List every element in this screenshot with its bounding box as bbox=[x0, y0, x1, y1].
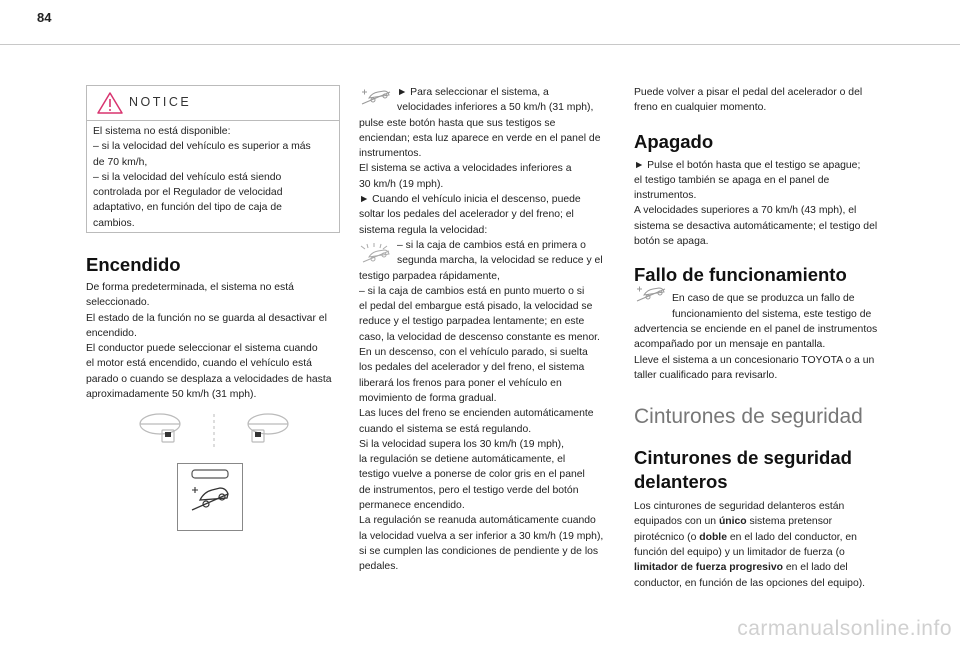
header-rule bbox=[0, 44, 960, 45]
col2-line: – si la caja de cambios está en punto muerto o si bbox=[359, 285, 585, 297]
col2-line: ► Cuando el vehículo inicia el descenso, puede bbox=[359, 194, 581, 206]
col2-line: reduce y el testigo parpadea lentamente; en este bbox=[359, 316, 585, 328]
col2-line: Si la velocidad supera los 30 km/h (19 mph), bbox=[359, 438, 565, 450]
col2-line: segunda marcha, la velocidad se reduce y el bbox=[397, 255, 603, 267]
notice-line: El sistema no está disponible: bbox=[93, 126, 231, 137]
encendido-line: De forma predeterminada, el sistema no está bbox=[86, 282, 294, 293]
cinturones-line bbox=[634, 514, 894, 529]
cinturones-line bbox=[634, 530, 894, 545]
col2-line: Las luces del freno se encienden automáticamente bbox=[359, 408, 594, 420]
notice-line: adaptativo, en función del tipo de caja de bbox=[93, 202, 282, 214]
hill-descent-fault-indicator-icon bbox=[634, 283, 668, 305]
col2-line: la velocidad vuelva a ser inferior a 30 km/h (19 mph), bbox=[359, 530, 604, 542]
encendido-line: seleccionado. bbox=[86, 297, 150, 309]
col2-line: velocidades inferiores a 50 km/h (31 mph), bbox=[397, 102, 594, 114]
bold-text: doble bbox=[699, 531, 727, 543]
encendido-heading: Encendido bbox=[86, 254, 181, 275]
col2-line: si se cumplen las condiciones de pendiente y de los bbox=[359, 545, 599, 557]
notice-title: NOTICE bbox=[129, 95, 192, 109]
col2-line: 30 km/h (19 mph). bbox=[359, 178, 444, 190]
col2-line: El sistema se activa a velocidades inferiores a bbox=[359, 163, 572, 175]
col2-line: pedales. bbox=[359, 561, 399, 573]
col2-line: de instrumentos, pero el testigo verde del botón bbox=[359, 484, 579, 496]
fallo-line: Lleve el sistema a un concesionario TOYOTA o a un bbox=[634, 354, 875, 366]
apagado-line: sistema se desactiva automáticamente; el testigo del bbox=[634, 220, 878, 232]
col3-intro-line: Puede volver a pisar el pedal del acelerador o del bbox=[634, 87, 863, 98]
fallo-line: advertencia se enciende en el panel de instrumentos bbox=[634, 323, 878, 335]
text-span: sistema pretensor bbox=[746, 516, 833, 528]
col2-line: testigo parpadea rápidamente, bbox=[359, 270, 500, 282]
col2-line: el pedal del embargue está pisado, la velocidad se bbox=[359, 301, 593, 313]
encendido-line: encendido. bbox=[86, 327, 137, 339]
fallo-heading: Fallo de funcionamiento bbox=[634, 264, 847, 286]
apagado-line: el testigo también se apaga en el panel de bbox=[634, 174, 830, 186]
fallo-line: taller cualificado para revisarlo. bbox=[634, 369, 778, 381]
cinturones-delanteros-heading-1: Cinturones de seguridad bbox=[634, 447, 852, 469]
col2-line: sistema regula la velocidad: bbox=[359, 224, 488, 236]
encendido-section bbox=[86, 254, 348, 402]
col2-line: caso, la velocidad de descenso constante es menor. bbox=[359, 331, 600, 343]
fallo-line: acompañado por un mensaje en pantalla. bbox=[634, 339, 826, 351]
col2-line: pulse este botón hasta que sus testigos se bbox=[359, 117, 556, 129]
text-span: equipados con un bbox=[634, 516, 719, 528]
page-number: 84 bbox=[37, 10, 52, 25]
col2-line: ► Para seleccionar el sistema, a bbox=[397, 87, 549, 98]
col2-line: testigo vuelve a ponerse de color gris en el panel bbox=[359, 469, 585, 481]
apagado-line: A velocidades superiores a 70 km/h (43 mph), el bbox=[634, 205, 857, 217]
col2-line: instrumentos. bbox=[359, 148, 422, 160]
apagado-line: instrumentos. bbox=[634, 190, 697, 202]
warning-icon bbox=[97, 92, 123, 114]
fallo-line: funcionamiento del sistema, este testigo de bbox=[672, 308, 872, 320]
cinturones-line: conductor, en función de las opciones del equipo). bbox=[634, 577, 866, 589]
hill-descent-flashing-indicator-icon bbox=[359, 243, 393, 267]
notice-box bbox=[86, 85, 340, 233]
col2-line: – si la caja de cambios está en primera o bbox=[397, 239, 586, 251]
notice-body bbox=[93, 124, 335, 231]
hill-descent-icon bbox=[178, 464, 242, 530]
col2-line: liberará los frenos para poner el vehículo en bbox=[359, 377, 562, 389]
cinturones-line: función del equipo) y un limitador de fuerza (o bbox=[634, 547, 845, 559]
notice-line: – si la velocidad del vehículo está siendo bbox=[93, 171, 282, 183]
encendido-line: El estado de la función no se guarda al desactivar el bbox=[86, 312, 327, 324]
notice-line: – si la velocidad del vehículo es superior a más bbox=[93, 141, 311, 153]
col2-line: enciendan; esta luz aparece en verde en el panel de bbox=[359, 132, 601, 144]
cinturones-delanteros-heading-2: delanteros bbox=[634, 471, 728, 493]
text-span: en el lado del conductor, en bbox=[726, 531, 857, 543]
encendido-line: parado o cuando se desplaza a velocidades de hasta bbox=[86, 373, 332, 385]
notice-line: cambios. bbox=[93, 217, 135, 229]
fallo-line: En caso de que se produzca un fallo de bbox=[672, 293, 855, 305]
col2-line: movimiento de forma gradual. bbox=[359, 392, 497, 404]
text-span: pirotécnico (o bbox=[634, 531, 700, 543]
watermark: carmanualsonline.info bbox=[737, 617, 952, 640]
apagado-line: botón se apaga. bbox=[634, 236, 709, 248]
bold-text: único bbox=[718, 516, 747, 528]
bold-text: limitador de fuerza progresivo bbox=[634, 562, 783, 574]
col2-line: cuando el sistema se está regulando. bbox=[359, 423, 532, 435]
column-2 bbox=[359, 85, 617, 575]
encendido-line: El conductor puede seleccionar el sistema cuando bbox=[86, 343, 318, 355]
cinturones-line bbox=[634, 560, 894, 575]
col2-line: La regulación se reanuda automáticamente cuando bbox=[359, 515, 596, 527]
apagado-heading: Apagado bbox=[634, 130, 714, 152]
cinturones-title: Cinturones de seguridad bbox=[634, 405, 863, 429]
col2-line: los pedales del acelerador y del freno, el sistema bbox=[359, 362, 585, 374]
cinturones-line: Los cinturones de seguridad delanteros están bbox=[634, 501, 845, 513]
apagado-line: ► Pulse el botón hasta que el testigo se apague; bbox=[634, 159, 861, 171]
encendido-line: aproximadamente 50 km/h (31 mph). bbox=[86, 389, 257, 401]
text-span: en el lado del bbox=[782, 562, 848, 574]
col2-line: En un descenso, con el vehículo parado, si suelta bbox=[359, 347, 588, 359]
notice-header bbox=[87, 86, 339, 121]
col3-intro-line: freno en cualquier momento. bbox=[634, 102, 767, 114]
col2-line: permanece encendido. bbox=[359, 500, 465, 512]
hill-descent-button-illustration bbox=[177, 463, 243, 531]
steering-wheel-lhd-rhd-illustration bbox=[130, 410, 300, 450]
notice-line: de 70 km/h, bbox=[93, 156, 148, 168]
col2-line: la regulación se detiene automáticamente, el bbox=[359, 454, 566, 466]
notice-line: controlada por el Regulador de velocidad bbox=[93, 187, 283, 199]
col2-line: soltar los pedales del acelerador y del freno; el bbox=[359, 209, 574, 221]
column-3 bbox=[634, 85, 894, 591]
encendido-line: el motor está encendido, cuando el vehículo está bbox=[86, 358, 312, 370]
